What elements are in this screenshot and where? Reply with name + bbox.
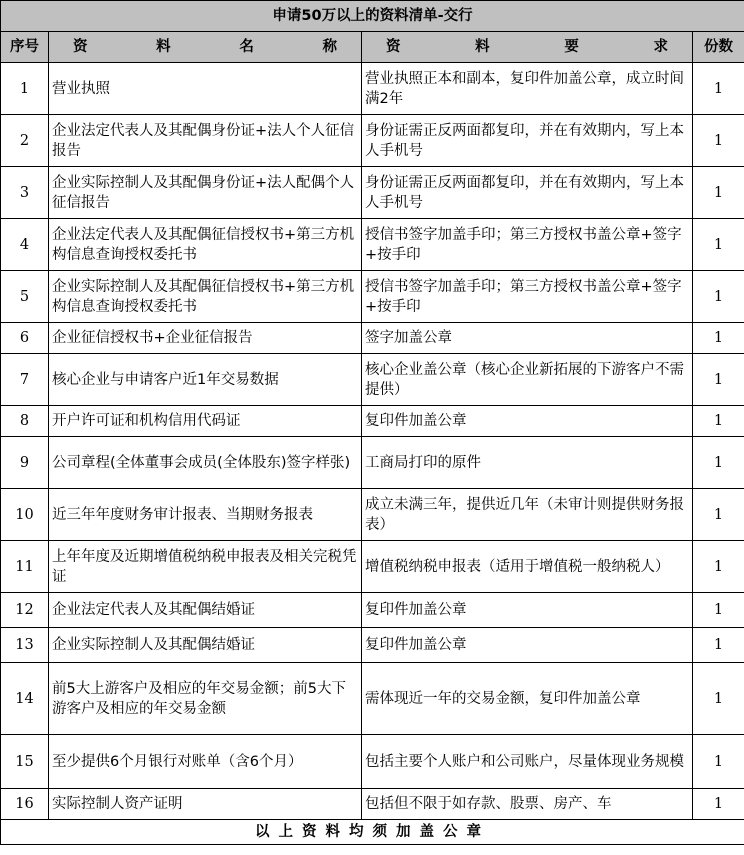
row-requirement: 授信书签字加盖手印；第三方授权书盖公章+签字+按手印 xyxy=(362,271,693,323)
row-material-name: 前5大上游客户及相应的年交易金额；前5大下游客户及相应的年交易金额 xyxy=(49,663,362,735)
table-row xyxy=(1,219,744,271)
header-material-requirement: 资 料 要 求 xyxy=(362,32,693,63)
row-requirement: 核心企业盖公章（核心企业新拓展的下游客户不需提供） xyxy=(362,354,693,406)
table-row xyxy=(1,323,744,354)
table-row xyxy=(1,735,744,789)
row-copies: 1 xyxy=(693,63,744,115)
header-copies: 份数 xyxy=(693,32,744,63)
row-requirement: 身份证需正反两面都复印，并在有效期内，写上本人手机号 xyxy=(362,167,693,219)
row-number: 9 xyxy=(1,437,49,489)
row-requirement: 复印件加盖公章 xyxy=(362,593,693,628)
row-material-name: 企业法定代表人及其配偶征信授权书+第三方机构信息查询授权委托书 xyxy=(49,219,362,271)
row-copies: 1 xyxy=(693,593,744,628)
row-requirement: 包括但不限于如存款、股票、房产、车 xyxy=(362,789,693,820)
row-material-name: 公司章程(全体董事会成员(全体股东)签字样张) xyxy=(49,437,362,489)
row-material-name: 至少提供6个月银行对账单（含6个月） xyxy=(49,735,362,789)
row-requirement: 成立未满三年，提供近几年（未审计则提供财务报表） xyxy=(362,489,693,541)
row-number: 5 xyxy=(1,271,49,323)
header-number: 序号 xyxy=(1,32,49,63)
row-requirement: 工商局打印的原件 xyxy=(362,437,693,489)
row-requirement: 增值税纳税申报表（适用于增值税一般纳税人） xyxy=(362,541,693,593)
row-number: 8 xyxy=(1,406,49,437)
table-row xyxy=(1,628,744,663)
row-material-name: 近三年年度财务审计报表、当期财务报表 xyxy=(49,489,362,541)
row-copies: 1 xyxy=(693,789,744,820)
table-row xyxy=(1,663,744,735)
row-copies: 1 xyxy=(693,354,744,406)
row-number: 14 xyxy=(1,663,49,735)
row-number: 1 xyxy=(1,63,49,115)
row-copies: 1 xyxy=(693,541,744,593)
footer-row xyxy=(1,820,744,845)
row-number: 12 xyxy=(1,593,49,628)
row-number: 11 xyxy=(1,541,49,593)
table-row xyxy=(1,63,744,115)
row-copies: 1 xyxy=(693,437,744,489)
table-row xyxy=(1,167,744,219)
row-copies: 1 xyxy=(693,628,744,663)
row-number: 10 xyxy=(1,489,49,541)
row-copies: 1 xyxy=(693,323,744,354)
row-number: 15 xyxy=(1,735,49,789)
row-material-name: 上年年度及近期增值税纳税申报表及相关完税凭证 xyxy=(49,541,362,593)
row-copies: 1 xyxy=(693,406,744,437)
row-material-name: 企业法定代表人及其配偶结婚证 xyxy=(49,593,362,628)
row-material-name: 核心企业与申请客户近1年交易数据 xyxy=(49,354,362,406)
row-material-name: 企业法定代表人及其配偶身份证+法人个人征信报告 xyxy=(49,115,362,167)
row-requirement: 复印件加盖公章 xyxy=(362,628,693,663)
row-material-name: 企业实际控制人及其配偶身份证+法人配偶个人征信报告 xyxy=(49,167,362,219)
row-copies: 1 xyxy=(693,735,744,789)
row-copies: 1 xyxy=(693,167,744,219)
header-material-name: 资 料 名 称 xyxy=(49,32,362,63)
row-material-name: 企业征信授权书+企业征信报告 xyxy=(49,323,362,354)
row-copies: 1 xyxy=(693,489,744,541)
footer-note: 以上资料均须加盖公章 xyxy=(1,820,744,845)
row-number: 3 xyxy=(1,167,49,219)
table-row xyxy=(1,406,744,437)
row-requirement: 签字加盖公章 xyxy=(362,323,693,354)
table-row xyxy=(1,593,744,628)
row-copies: 1 xyxy=(693,271,744,323)
row-number: 6 xyxy=(1,323,49,354)
table-row xyxy=(1,789,744,820)
row-requirement: 授信书签字加盖手印；第三方授权书盖公章+签字+按手印 xyxy=(362,219,693,271)
row-requirement: 营业执照正本和副本，复印件加盖公章，成立时间满2年 xyxy=(362,63,693,115)
row-requirement: 包括主要个人账户和公司账户，尽量体现业务规模 xyxy=(362,735,693,789)
row-number: 13 xyxy=(1,628,49,663)
row-copies: 1 xyxy=(693,219,744,271)
title-row xyxy=(1,1,744,32)
row-material-name: 开户许可证和机构信用代码证 xyxy=(49,406,362,437)
row-requirement: 身份证需正反两面都复印，并在有效期内，写上本人手机号 xyxy=(362,115,693,167)
row-material-name: 企业实际控制人及其配偶结婚证 xyxy=(49,628,362,663)
header-row xyxy=(1,32,744,63)
row-requirement: 复印件加盖公章 xyxy=(362,406,693,437)
row-number: 4 xyxy=(1,219,49,271)
row-number: 2 xyxy=(1,115,49,167)
row-copies: 1 xyxy=(693,663,744,735)
sheet-title: 申请50万以上的资料清单-交行 xyxy=(1,1,744,32)
table-row xyxy=(1,541,744,593)
table-row xyxy=(1,437,744,489)
row-material-name: 营业执照 xyxy=(49,63,362,115)
table-row xyxy=(1,489,744,541)
row-copies: 1 xyxy=(693,115,744,167)
table-row xyxy=(1,271,744,323)
table-row xyxy=(1,115,744,167)
row-number: 7 xyxy=(1,354,49,406)
row-number: 16 xyxy=(1,789,49,820)
row-material-name: 实际控制人资产证明 xyxy=(49,789,362,820)
table-row xyxy=(1,354,744,406)
row-material-name: 企业实际控制人及其配偶征信授权书+第三方机构信息查询授权委托书 xyxy=(49,271,362,323)
row-requirement: 需体现近一年的交易金额，复印件加盖公章 xyxy=(362,663,693,735)
